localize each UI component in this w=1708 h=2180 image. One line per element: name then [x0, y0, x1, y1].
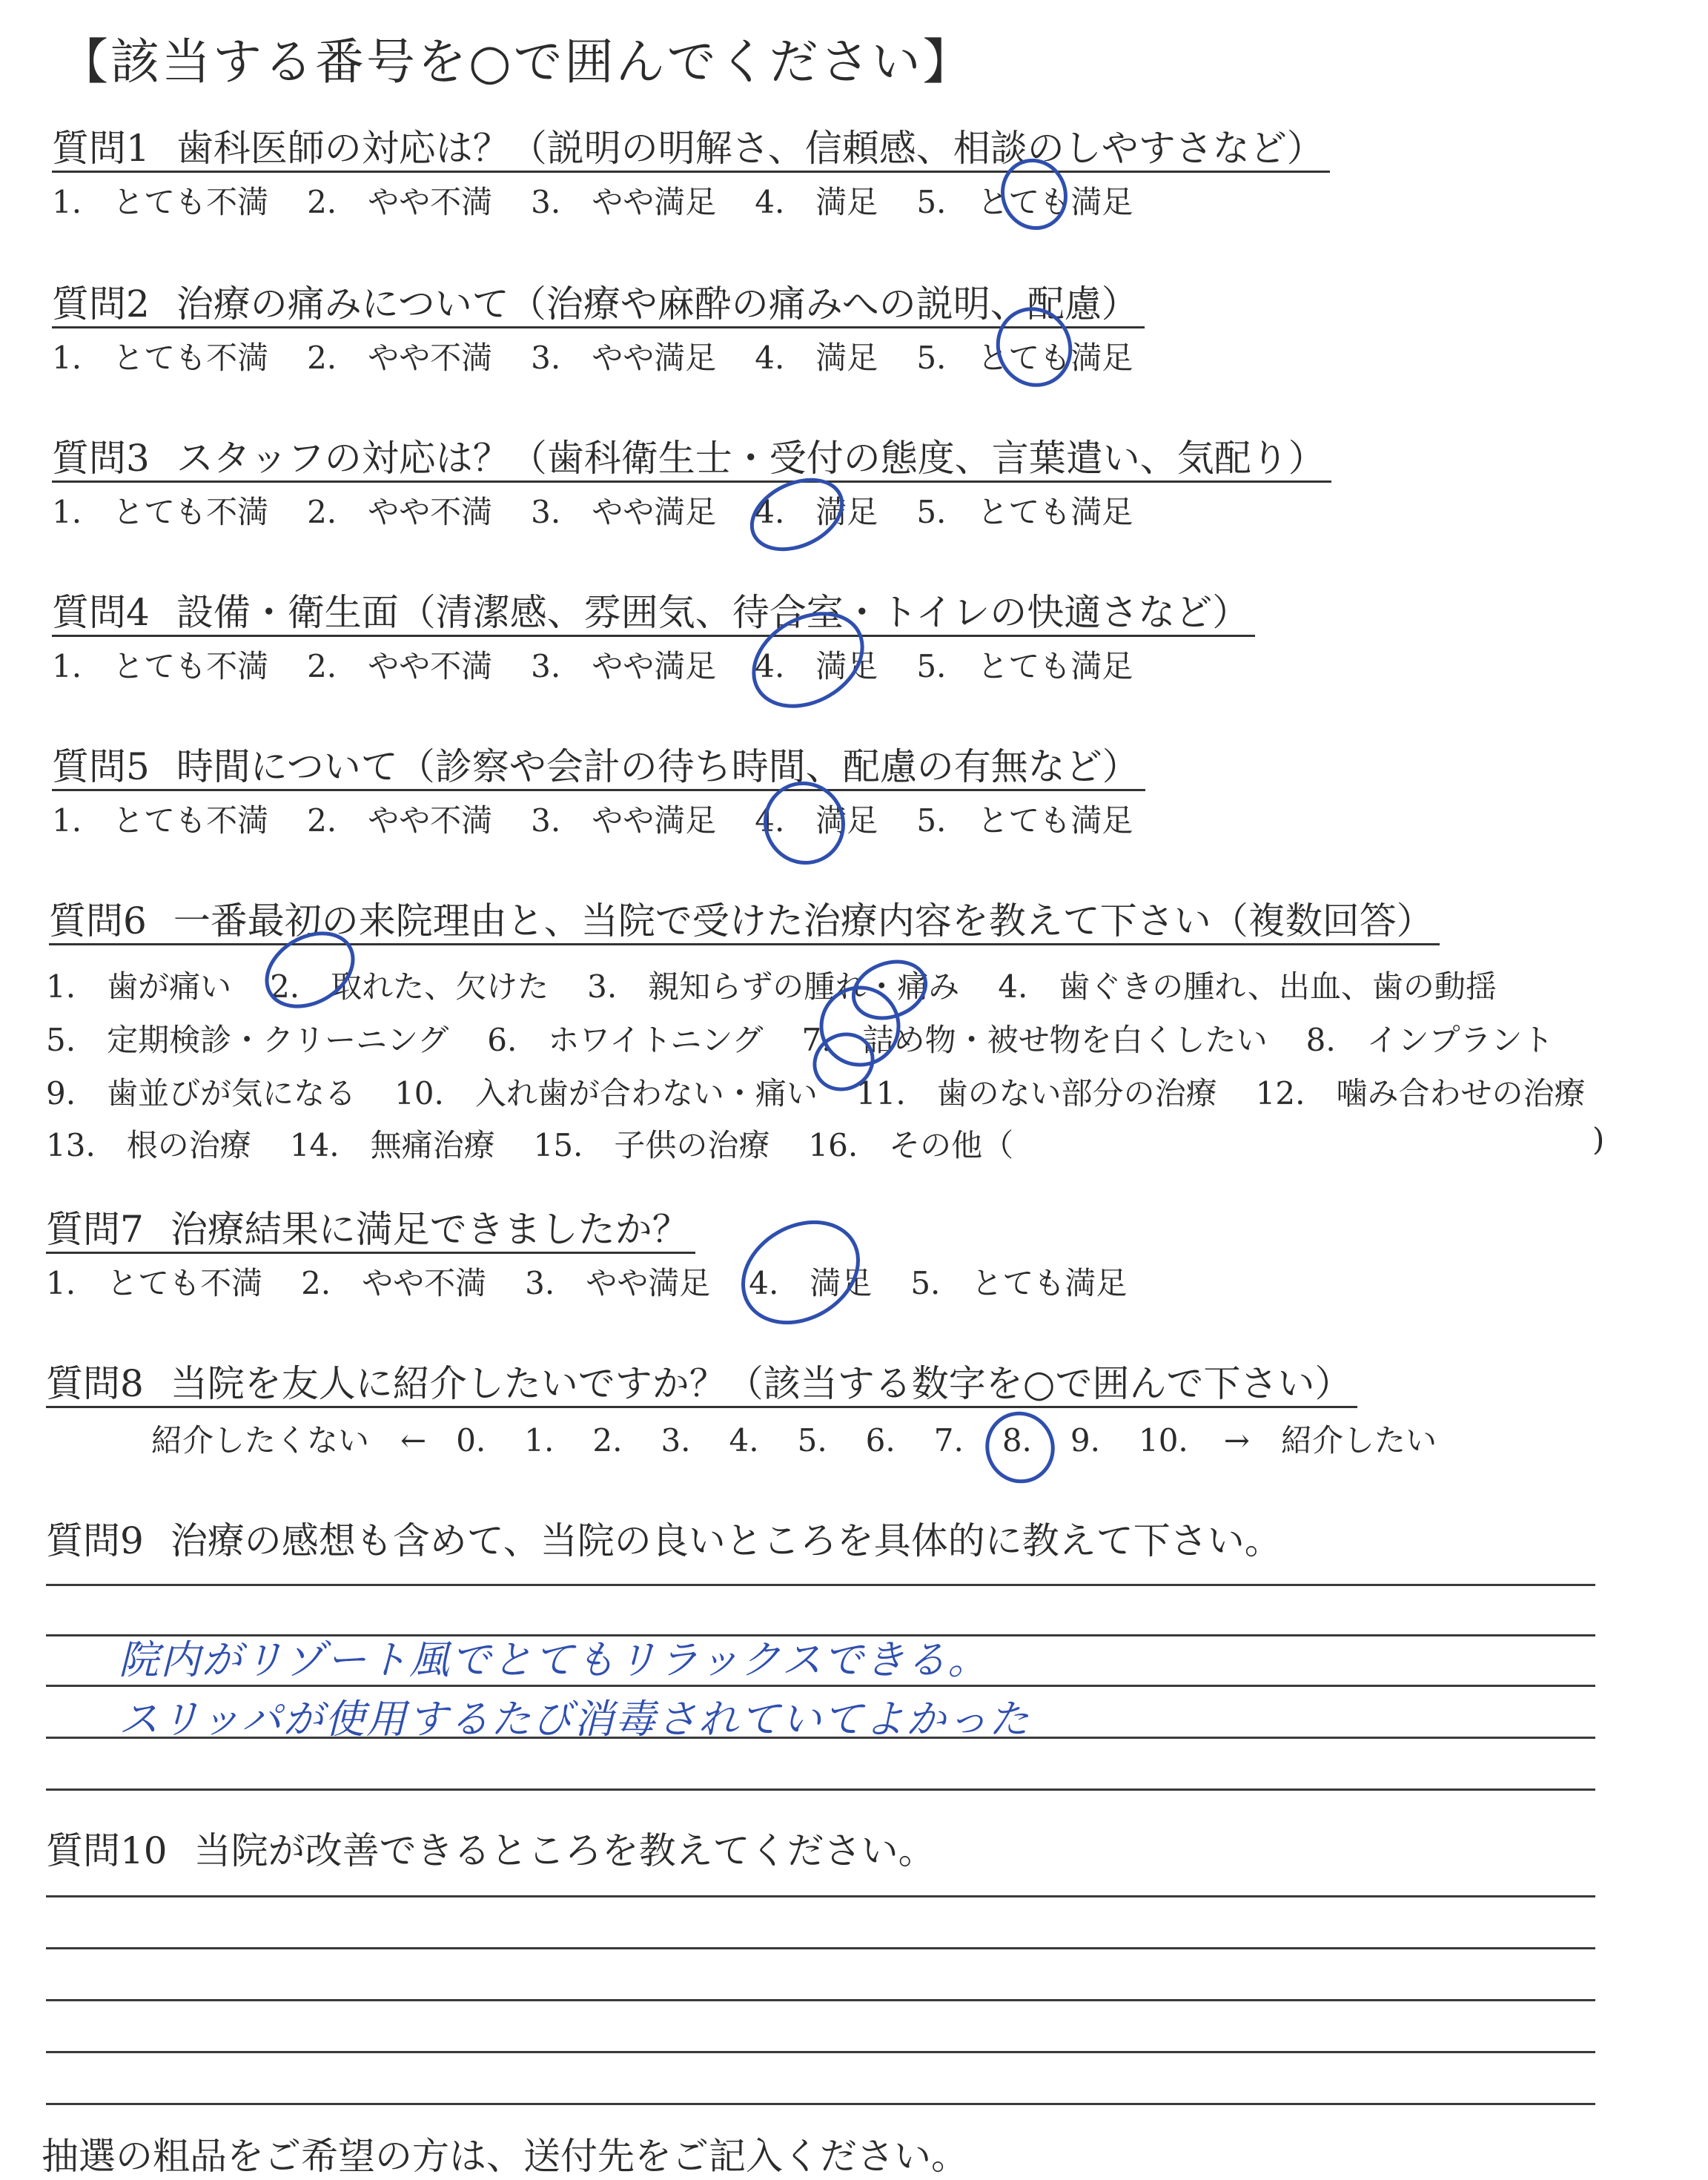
- scale-6[interactable]: 6.: [865, 1422, 896, 1459]
- handwritten-answer-line-1: 院内がリゾート風でとてもリラックスできる。: [119, 1636, 990, 1683]
- answer-line: [46, 1788, 1595, 1791]
- question-text: 治療結果に満足できましたか？: [170, 1208, 689, 1251]
- q6-option-6[interactable]: 6. ホワイトニング: [487, 1022, 764, 1058]
- scale-9[interactable]: 9.: [1070, 1422, 1100, 1459]
- option-2[interactable]: 2. やや不満: [307, 184, 493, 220]
- q6-row-1: [46, 962, 1535, 1007]
- handwritten-answer-line-2: スリッパが使用するたび消毒されていてよかった: [119, 1696, 1030, 1743]
- q6-row-4: [46, 1121, 1013, 1166]
- question-header: [49, 899, 1440, 945]
- question-number: 質問7: [46, 1208, 144, 1251]
- options-row: [52, 494, 1171, 530]
- q6-other-close-paren: ): [1592, 1121, 1605, 1157]
- option-2[interactable]: 2. やや不満: [307, 494, 493, 530]
- question-text: 当院を友人に紹介したいですか？（該当する数字を○で囲んで下さい）: [170, 1362, 1352, 1405]
- options-row: [52, 340, 1171, 376]
- question-number: 質問8: [46, 1362, 144, 1405]
- answer-line: [46, 1895, 1595, 1897]
- option-1[interactable]: 1. とても不満: [52, 802, 269, 839]
- scale-left-label: 紹介したくない ←: [151, 1422, 427, 1459]
- answer-line: [46, 1584, 1595, 1586]
- q6-row-3: [46, 1069, 1623, 1114]
- option-3[interactable]: 3. やや満足: [525, 1265, 711, 1301]
- question-text: 時間について（診察や会計の待ち時間、配慮の有無など）: [176, 745, 1139, 788]
- question-number: 質問5: [52, 745, 150, 788]
- question-header: [52, 436, 1331, 483]
- option-1[interactable]: 1. とても不満: [46, 1265, 263, 1301]
- question-header: [46, 1519, 1288, 1563]
- q6-option-14[interactable]: 14. 無痛治療: [289, 1127, 495, 1163]
- options-row: [46, 1265, 1165, 1301]
- q6-option-7[interactable]: 7. 詰め物・被せ物を白くしたい: [801, 1022, 1268, 1058]
- q6-option-5[interactable]: 5. 定期検診・クリーニング: [46, 1022, 449, 1058]
- q6-row-2: [46, 1016, 1592, 1060]
- option-5[interactable]: 5. とても満足: [916, 802, 1133, 839]
- scale-7[interactable]: 7.: [933, 1422, 964, 1459]
- option-4[interactable]: 4. 満足: [755, 648, 878, 684]
- question-text: 歯科医師の対応は？（説明の明解さ、信頼感、相談のしやすさなど）: [176, 127, 1324, 170]
- question-header: [52, 590, 1255, 637]
- question-header: [52, 282, 1145, 328]
- q6-option-8[interactable]: 8. インプラント: [1305, 1022, 1554, 1058]
- scale-0[interactable]: 0.: [456, 1422, 486, 1459]
- scale-3[interactable]: 3.: [661, 1422, 691, 1459]
- question-header: [46, 1829, 941, 1873]
- option-5[interactable]: 5. とても満足: [910, 1265, 1128, 1301]
- option-2[interactable]: 2. やや不満: [307, 648, 493, 684]
- question-header: [46, 1207, 695, 1254]
- scale-2[interactable]: 2.: [592, 1422, 623, 1459]
- scale-5[interactable]: 5.: [797, 1422, 827, 1459]
- page-title: 【該当する番号を○で囲んでください】: [59, 33, 974, 90]
- q6-option-10[interactable]: 10. 入れ歯が合わない・痛い: [394, 1075, 818, 1112]
- footer-note: 抽選の粗品をご希望の方は、送付先をご記入ください。: [42, 2135, 968, 2178]
- question-text: 当院が改善できるところを教えてください。: [193, 1829, 936, 1872]
- scale-1[interactable]: 1.: [524, 1422, 555, 1459]
- question-text: 治療の感想も含めて、当院の良いところを具体的に教えて下さい。: [170, 1519, 1282, 1562]
- q6-option-16[interactable]: 16. その他（: [808, 1127, 1014, 1163]
- recommend-scale: [151, 1422, 1437, 1459]
- option-2[interactable]: 2. やや不満: [301, 1265, 487, 1301]
- question-text: スタッフの対応は？（歯科衛生士・受付の態度、言葉遣い、気配り）: [176, 437, 1325, 480]
- option-3[interactable]: 3. やや満足: [531, 494, 717, 530]
- question-header: [46, 1361, 1357, 1408]
- answer-line: [46, 2103, 1595, 2105]
- q6-option-11[interactable]: 11. 歯のない部分の治療: [855, 1075, 1217, 1112]
- scale-8[interactable]: 8.: [1002, 1422, 1032, 1459]
- option-5[interactable]: 5. とても満足: [916, 184, 1133, 220]
- options-row: [52, 802, 1171, 839]
- scale-10[interactable]: 10.: [1138, 1422, 1188, 1459]
- question-number: 質問6: [49, 899, 147, 942]
- q6-option-2[interactable]: 2. 取れた、欠けた: [270, 968, 549, 1005]
- option-4[interactable]: 4. 満足: [755, 494, 878, 530]
- question-number: 質問1: [52, 127, 150, 170]
- option-1[interactable]: 1. とても不満: [52, 184, 269, 220]
- option-3[interactable]: 3. やや満足: [531, 648, 717, 684]
- q6-option-15[interactable]: 15. 子供の治療: [533, 1127, 770, 1163]
- option-2[interactable]: 2. やや不満: [307, 340, 493, 376]
- option-5[interactable]: 5. とても満足: [916, 648, 1133, 684]
- option-4[interactable]: 4. 満足: [755, 184, 878, 220]
- answer-line: [46, 1999, 1595, 2001]
- option-3[interactable]: 3. やや満足: [531, 340, 717, 376]
- option-3[interactable]: 3. やや満足: [531, 184, 717, 220]
- scale-right-label: → 紹介したい: [1223, 1422, 1437, 1459]
- question-number: 質問2: [52, 283, 150, 326]
- question-header: [52, 744, 1145, 791]
- q6-option-13[interactable]: 13. 根の治療: [46, 1127, 251, 1163]
- option-4[interactable]: 4. 満足: [755, 802, 878, 839]
- option-3[interactable]: 3. やや満足: [531, 802, 717, 839]
- question-header: [52, 126, 1330, 173]
- option-1[interactable]: 1. とても不満: [52, 494, 269, 530]
- q6-option-1[interactable]: 1. 歯が痛い: [46, 968, 232, 1005]
- options-row: [52, 184, 1171, 220]
- q6-option-4[interactable]: 4. 歯ぐきの腫れ、出血、歯の動揺: [998, 968, 1497, 1005]
- question-text: 設備・衛生面（清潔感、雰囲気、待合室・トイレの快適さなど）: [176, 591, 1250, 634]
- option-4[interactable]: 4. 満足: [755, 340, 878, 376]
- option-1[interactable]: 1. とても不満: [52, 648, 269, 684]
- answer-line: [46, 2051, 1595, 2053]
- scale-4[interactable]: 4.: [729, 1422, 759, 1459]
- question-text: 一番最初の来院理由と、当院で受けた治療内容を教えて下さい（複数回答）: [173, 899, 1434, 942]
- question-text: 治療の痛みについて（治療や麻酔の痛みへの説明、配慮）: [176, 283, 1139, 326]
- q6-option-12[interactable]: 12. 噛み合わせの治療: [1255, 1075, 1586, 1112]
- question-number: 質問10: [46, 1829, 168, 1872]
- q6-option-9[interactable]: 9. 歯並びが気になる: [46, 1075, 357, 1112]
- question-number: 質問4: [52, 591, 150, 634]
- question-number: 質問9: [46, 1519, 144, 1562]
- option-5[interactable]: 5. とても満足: [916, 494, 1133, 530]
- option-2[interactable]: 2. やや不満: [307, 802, 493, 839]
- option-1[interactable]: 1. とても不満: [52, 340, 269, 376]
- q6-option-3[interactable]: 3. 親知らずの腫れ・痛み: [587, 968, 960, 1005]
- option-4[interactable]: 4. 満足: [749, 1265, 873, 1301]
- option-5[interactable]: 5. とても満足: [916, 340, 1133, 376]
- question-number: 質問3: [52, 437, 150, 480]
- answer-line: [46, 1947, 1595, 1949]
- options-row: [52, 648, 1171, 684]
